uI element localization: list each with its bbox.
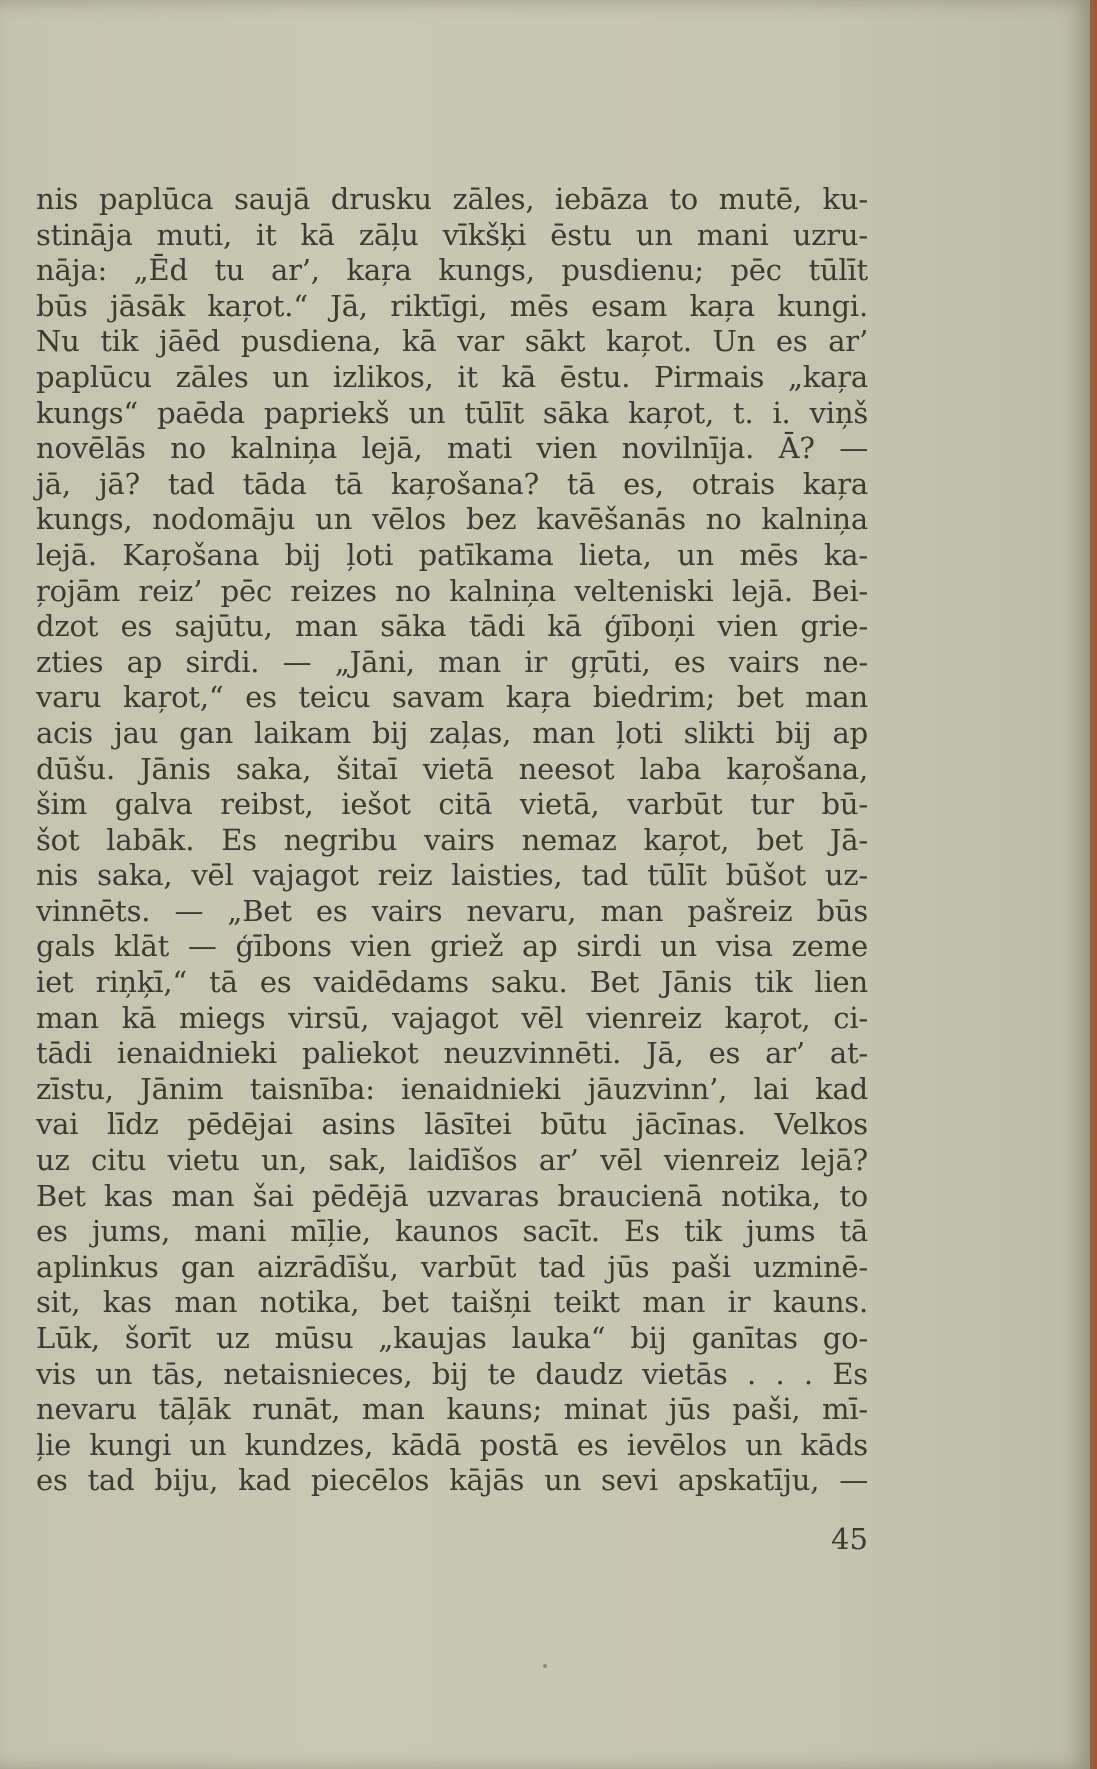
text-line: zties ap sirdi. — „Jāni, man ir gŗūti, es vairs ne- xyxy=(36,644,868,679)
text-line: dūšu. Jānis saka, šitaī vietā neesot laba kaŗošana, xyxy=(36,751,868,786)
text-line: vai līdz pēdējai asins lāsītei būtu jācīnas. Velkos xyxy=(36,1107,868,1142)
text-line: zīstu, Jānim taisnība: ienaidnieki jāuzvinn’, lai kad xyxy=(36,1071,868,1106)
text-line: gals klāt — ģībons vien griež ap sirdi un visa zeme xyxy=(36,929,868,964)
paper-speck xyxy=(543,1664,547,1668)
text-line: Nu tik jāēd pusdiena, kā var sākt kaŗot. Un es ar’ xyxy=(36,324,868,359)
text-line: vinnēts. — „Bet es vairs nevaru, man pašreiz būs xyxy=(36,893,868,928)
text-line: ŗojām reiz’ pēc reizes no kalniņa velteniski lejā. Bei- xyxy=(36,573,868,608)
text-line: man kā miegs virsū, vajagot vēl vienreiz kaŗot, ci- xyxy=(36,1000,868,1035)
text-line: šim galva reibst, iešot citā vietā, varbūt tur bū- xyxy=(36,787,868,822)
text-line: tādi ienaidnieki paliekot neuzvinnēti. Jā, es ar’ at- xyxy=(36,1036,868,1071)
text-line: aplinkus gan aizrādīšu, varbūt tad jūs paši uzminē- xyxy=(36,1249,868,1284)
text-line: varu kaŗot,“ es teicu savam kaŗa biedrim; bet man xyxy=(36,680,868,715)
text-line: jā, jā? tad tāda tā kaŗošana? tā es, otrais kaŗa xyxy=(36,466,868,501)
text-line: es tad biju, kad piecēlos kājās un sevi apskatīju, — xyxy=(36,1463,868,1498)
text-line: uz citu vietu un, sak, laidīšos ar’ vēl vienreiz lejā? xyxy=(36,1143,868,1178)
text-line: nis paplūca saujā drusku zāles, iebāza to mutē, ku- xyxy=(36,182,868,216)
text-line: sit, kas man notika, bet taišņi teikt man ir kauns. xyxy=(36,1285,868,1320)
body-text xyxy=(36,182,868,1499)
text-line: paplūcu zāles un izlikos, it kā ēstu. Pirmais „kaŗa xyxy=(36,359,868,394)
text-line: būs jāsāk kaŗot.“ Jā, riktīgi, mēs esam kaŗa kungi. xyxy=(36,288,868,323)
text-line: vis un tās, netaisnieces, bij te daudz vietās . . . Es xyxy=(36,1356,868,1391)
text-line: lejā. Kaŗošana bij ļoti patīkama lieta, un mēs ka- xyxy=(36,537,868,572)
text-line: es jums, mani mīļie, kaunos sacīt. Es tik jums tā xyxy=(36,1214,868,1249)
text-line: Bet kas man šai pēdējā uzvaras braucienā notika, to xyxy=(36,1178,868,1213)
text-line: Lūk, šorīt uz mūsu „kaujas lauka“ bij ganītas go- xyxy=(36,1321,868,1355)
text-line: acis jau gan laikam bij zaļas, man ļoti slikti bij ap xyxy=(36,715,868,750)
text-line: kungs“ paēda papriekš un tūlīt sāka kaŗot, t. i. viņš xyxy=(36,395,868,430)
page-number: 45 xyxy=(831,1522,868,1556)
text-line: stināja muti, it kā zāļu vīkšķi ēstu un mani uzru- xyxy=(36,217,868,252)
text-line: iet riņķī,“ tā es vaidēdams saku. Bet Jānis tik lien xyxy=(36,965,868,1000)
book-spine-edge xyxy=(1090,0,1097,1769)
text-line: novēlās no kalniņa lejā, mati vien novilnīja. Ā? — xyxy=(36,431,868,466)
text-line: nis saka, vēl vajagot reiz laisties, tad tūlīt būšot uz- xyxy=(36,858,868,893)
text-line: šot labāk. Es negribu vairs nemaz kaŗot, bet Jā- xyxy=(36,822,868,857)
text-line: kungs, nodomāju un vēlos bez kavēšanās no kalniņa xyxy=(36,502,868,537)
text-line: nevaru tāļāk runāt, man kauns; minat jūs paši, mī- xyxy=(36,1392,868,1427)
text-line: nāja: „Ēd tu ar’, kaŗa kungs, pusdienu; pēc tūlīt xyxy=(36,253,868,288)
text-line: dzot es sajūtu, man sāka tādi kā ģīboņi vien grie- xyxy=(36,609,868,644)
text-line: ļie kungi un kundzes, kādā postā es ievēlos un kāds xyxy=(36,1427,868,1462)
